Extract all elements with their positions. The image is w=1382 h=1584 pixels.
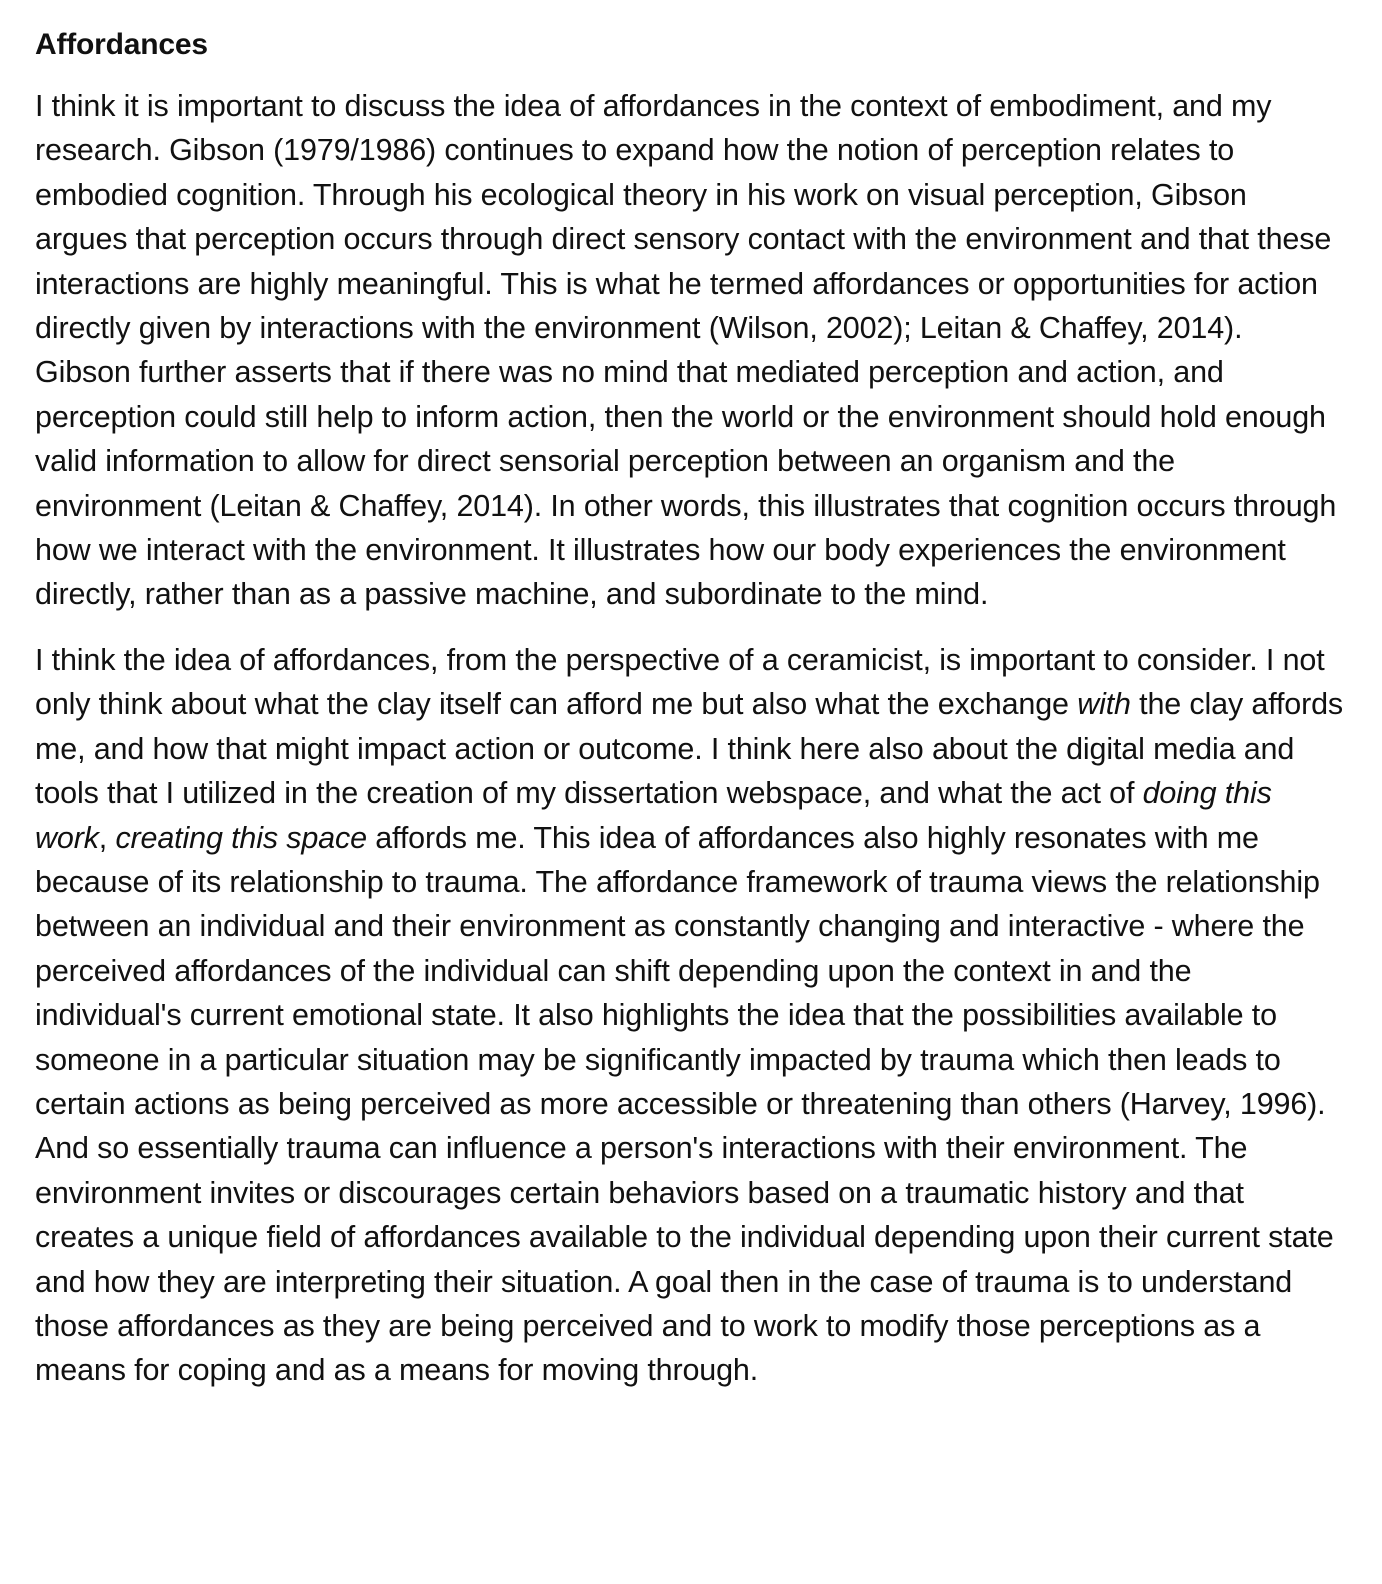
paragraph-text-segment: affords me. This idea of affordances also highly resonates with me because of its relationship to trauma. The affordance framework of trauma views the relationship between an individual and their environment as constantly changing and interactive - where the perceived affordances of the individual can shift depending upon the context in and the individual's current emotional state. It also highlights the idea that the possibilities available to someone in a particular situation may be significantly impacted by trauma which then leads to certain actions as being perceived as more accessible or threatening than others (Harvey, 1996). And so essentially trauma can influence a person's interactions with their environment. The environment invites or discourages certain behaviors based on a traumatic history and that creates a unique field of affordances available to the individual depending upon their current state and how they are interpreting their situation. A goal then in the case of trauma is to understand those affordances as they are being perceived and to work to modify those perceptions as a means for coping and as a means for moving through.: [35, 820, 1334, 1388]
emphasis-with: with: [1077, 687, 1131, 722]
paragraph-text-segment: the clay affords me, and how that might impact action or outcome. I think here also about the digital media and tools that I utilized in the creation of my dissertation webspace, and what the act of: [35, 687, 1344, 811]
section-heading: Affordances: [35, 28, 208, 61]
paragraph-gibson-perception: I think it is important to discuss the idea of affordances in the context of embodiment, and my research. Gibson (1979/1986) continues to expand how the notion of perception relates to embodied cognition. Through his ecological theory in his work on visual perception, Gibson argues that perception occurs through direct sensory contact with the environment and that these interactions are highly meaningful. This is what he termed affordances or opportunities for action directly given by interactions with the environment (Wilson, 2002); Leitan & Chaffey, 2014). Gibson further asserts that if there was no mind that mediated perception and action, and perception could still help to inform action, then the world or the environment should hold enough valid information to allow for direct sensorial perception between an organism and the environment (Leitan & Chaffey, 2014). In other words, this illustrates that cognition occurs through how we interact with the environment. It illustrates how our body experiences the environment directly, rather than as a passive machine, and subordinate to the mind.: [35, 89, 1337, 612]
emphasis-creating-this-space: creating this space: [115, 820, 367, 855]
paragraph-ceramicist-trauma: [35, 638, 1344, 1393]
paragraph-text-segment: I think the idea of affordances, from the perspective of a ceramicist, is important to consider. I not only think about what the clay itself can afford me but also what the exchange: [35, 642, 1325, 722]
paragraph-text-segment: ,: [98, 820, 116, 855]
emphasis-doing-this-work: doing this work: [35, 776, 1272, 855]
